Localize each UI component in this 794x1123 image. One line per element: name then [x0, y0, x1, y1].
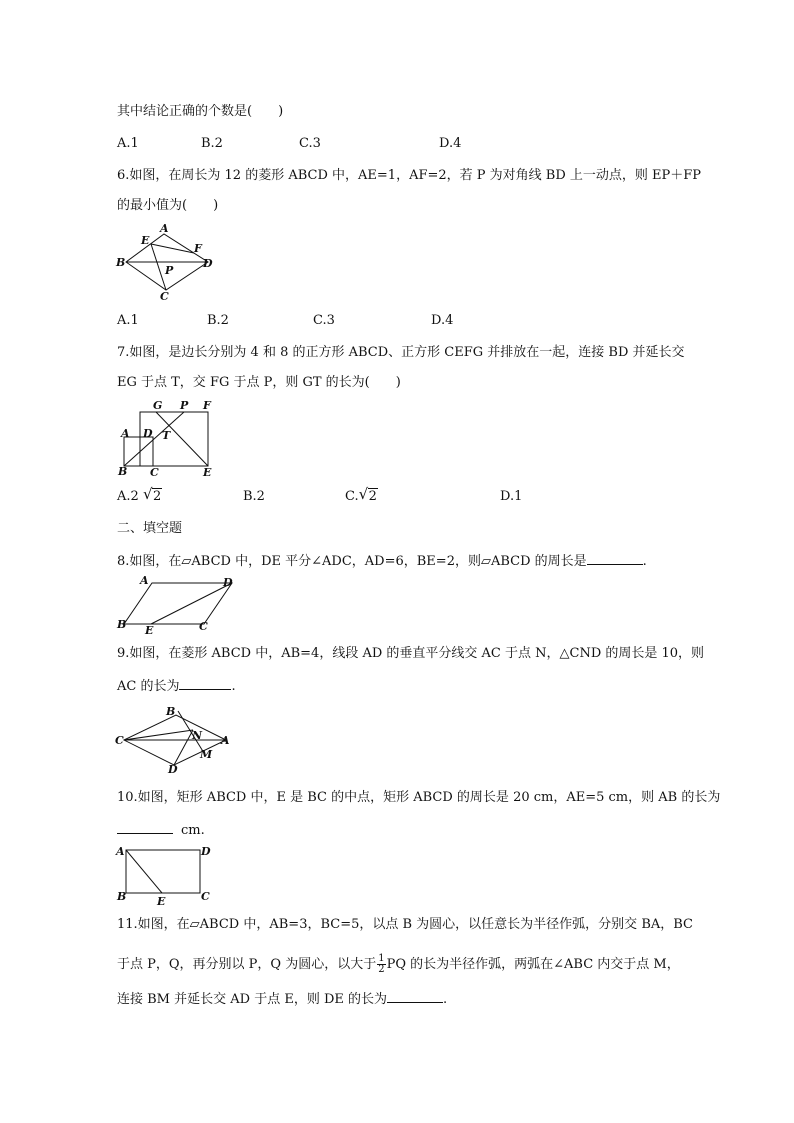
sqrt-symbol: √ 2 — [358, 485, 377, 504]
label-P: P — [165, 264, 174, 277]
q11-line2-end: PQ 的长为半径作弧，两弧在∠ABC 内交于点 M， — [386, 957, 680, 972]
label-B: B — [166, 705, 176, 718]
q7-option-d: D.1 — [500, 489, 523, 504]
q11-line2 — [117, 954, 680, 975]
q5-option-d: D.4 — [439, 136, 462, 151]
label-N: N — [192, 729, 203, 742]
fraction-numerator: 1 — [378, 953, 385, 964]
label-E: E — [203, 466, 212, 479]
label-D: D — [203, 257, 213, 270]
label-P: P — [180, 399, 189, 412]
q5-option-a: A.1 — [117, 136, 139, 151]
label-D: D — [168, 763, 178, 776]
q8-parallelogram-figure — [114, 574, 244, 638]
q9-stem-end: AC 的长为 — [117, 679, 180, 694]
q7-option-c-prefix: C. — [345, 489, 359, 504]
segment-ec — [151, 244, 166, 290]
q6-line2: 的最小值为( ) — [117, 198, 219, 213]
q7-option-b: B.2 — [243, 489, 265, 504]
q7-line2: EG 于点 T，交 FG 于点 P，则 GT 的长为( ) — [117, 375, 401, 390]
q11-line3 — [117, 991, 447, 1008]
q6-option-b: B.2 — [207, 313, 229, 328]
q8-stem: 8.如图，在▱ABCD 中，DE 平分∠ADC，AD=6，BE=2，则▱ABCD 的周长是 — [117, 554, 587, 569]
fraction-denominator: 2 — [378, 964, 385, 975]
label-E: E — [157, 895, 166, 908]
q6-rhombus-figure — [114, 222, 224, 304]
label-B: B — [117, 890, 127, 903]
label-D: D — [201, 845, 211, 858]
q8-period: . — [642, 554, 647, 569]
q10-unit: cm. — [181, 823, 205, 838]
label-T: T — [162, 429, 171, 442]
label-A: A — [221, 734, 230, 747]
segment-ae — [126, 850, 162, 893]
q10-rectangle-figure — [114, 842, 224, 908]
fraction-one-half — [377, 954, 385, 975]
line-bp — [124, 412, 184, 466]
q5-option-b: B.2 — [201, 136, 223, 151]
q9-rhombus-figure — [114, 703, 239, 775]
answer-blank[interactable] — [587, 553, 643, 565]
label-B: B — [116, 256, 126, 269]
label-G: G — [153, 399, 163, 412]
label-C: C — [160, 290, 169, 303]
q7-option-c-radicand: 2 — [368, 489, 377, 504]
q10-line2 — [117, 822, 205, 839]
label-A: A — [121, 427, 130, 440]
label-C: C — [201, 890, 210, 903]
q6-line1: 6.如图，在周长为 12 的菱形 ABCD 中，AE=1，AF=2，若 P 为对角线 BD 上一动点，则 EP＋FP — [117, 168, 702, 183]
q7-option-a-prefix: A.2 — [117, 489, 139, 504]
label-D: D — [223, 576, 233, 589]
q9-line2 — [117, 678, 236, 695]
label-B: B — [118, 465, 128, 478]
q5-option-c: C.3 — [299, 136, 321, 151]
q7-option-c — [345, 485, 378, 505]
label-F: F — [194, 242, 202, 255]
q7-squares-figure — [114, 397, 224, 481]
label-C: C — [199, 620, 208, 633]
q11-line1: 11.如图，在▱ABCD 中，AB=3，BC=5，以点 B 为圆心，以任意长为半径作弧，分别交 BA，BC — [117, 917, 693, 932]
answer-blank[interactable] — [117, 822, 173, 834]
label-D: D — [143, 427, 153, 440]
q11-stem-end: 连接 BM 并延长交 AD 于点 E，则 DE 的长为 — [117, 992, 388, 1007]
answer-blank[interactable] — [387, 991, 443, 1003]
label-M: M — [200, 748, 213, 761]
label-E: E — [141, 234, 150, 247]
q10-line1: 10.如图，矩形 ABCD 中，E 是 BC 的中点，矩形 ABCD 的周长是 20 cm，AE=5 cm，则 AB 的长为 — [117, 790, 721, 805]
label-A: A — [140, 574, 149, 587]
q8-text — [117, 553, 647, 570]
label-A: A — [160, 222, 169, 235]
q6-option-d: D.4 — [431, 313, 454, 328]
label-E: E — [145, 624, 154, 637]
sqrt-symbol: √ 2 — [142, 485, 162, 504]
q9-period: . — [231, 679, 236, 694]
q6-option-a: A.1 — [117, 313, 139, 328]
q7-line1: 7.如图，是边长分别为 4 和 8 的正方形 ABCD、正方形 CEFG 并排放在一起，连接 BD 并延长交 — [117, 345, 685, 360]
label-B: B — [117, 618, 127, 631]
label-C: C — [150, 466, 159, 479]
q11-line2-start: 于点 P，Q，再分别以 P，Q 为圆心，以大于 — [117, 957, 377, 972]
q6-option-c: C.3 — [313, 313, 335, 328]
q5-stem: 其中结论正确的个数是( ) — [117, 104, 284, 119]
q9-line1: 9.如图，在菱形 ABCD 中，AB=4，线段 AD 的垂直平分线交 AC 于点 N，△CND 的周长是 10，则 — [117, 646, 705, 661]
rectangle-abcd — [126, 850, 200, 893]
parallelogram-abcd — [124, 583, 232, 624]
q11-period: . — [443, 992, 448, 1007]
label-A: A — [116, 845, 125, 858]
q7-option-a-radicand: 2 — [152, 489, 162, 504]
segment-de — [151, 583, 232, 624]
answer-blank[interactable] — [179, 678, 231, 690]
label-F: F — [203, 399, 211, 412]
segment-dn — [174, 730, 193, 765]
label-C: C — [115, 734, 124, 747]
section-heading: 二、填空题 — [117, 521, 183, 536]
q7-option-a — [117, 485, 162, 505]
